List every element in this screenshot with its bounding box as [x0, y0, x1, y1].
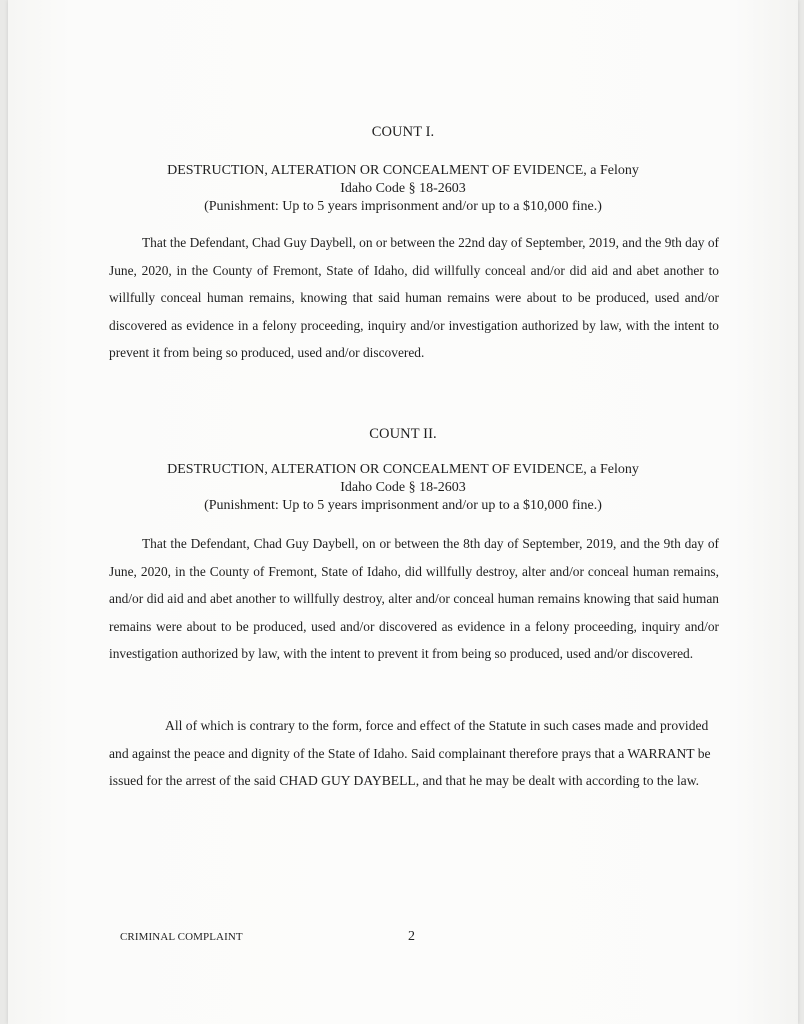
count-2-charge: DESTRUCTION, ALTERATION OR CONCEALMENT OF EVIDENCE, a Felony [167, 462, 639, 477]
count-2-body: That the Defendant, Chad Guy Daybell, on or between the 8th day of September, 2019, and the 9th day of June, 2020, in the County of Fremont, State of Idaho, did willfully destroy, alter and/or conceal human remains, and/or did aid and abet another to willfully destroy, alter and/or conceal human remains knowing that said human remains were about to be produced, used and/or discovered as evidence in a felony proceeding, inquiry and/or investigation authorized by law, with the intent to prevent it from being so produced, used and/or discovered. [109, 536, 719, 661]
closing-text: All of which is contrary to the form, force and effect of the Statute in such cases made and provided and against the peace and dignity of the State of Idaho. Said complainant therefore prays that a WARRANT be issued for the arrest of the said CHAD GUY DAYBELL, and that he may be dealt with according to the law. [109, 718, 711, 788]
count-1-body: That the Defendant, Chad Guy Daybell, on or between the 22nd day of September, 2019, and the 9th day of June, 2020, in the County of Fremont, State of Idaho, did willfully conceal and/or did aid and abet another to willfully conceal human remains, knowing that said human remains were about to be produced, used and/or discovered as evidence in a felony proceeding, inquiry and/or investigation authorized by law, with the intent to prevent it from being so produced, used and/or discovered. [109, 235, 719, 360]
count-1-paragraph [109, 229, 719, 367]
count-2-code: Idaho Code § 18-2603 [340, 480, 466, 495]
closing-paragraph [109, 712, 719, 795]
count-1-charge: DESTRUCTION, ALTERATION OR CONCEALMENT OF EVIDENCE, a Felony [167, 163, 639, 178]
count-1-heading-block [8, 162, 798, 216]
footer-label: CRIMINAL COMPLAINT [120, 931, 243, 943]
count-1-punishment: (Punishment: Up to 5 years imprisonment and/or up to a $10,000 fine.) [204, 199, 602, 214]
count-1-title: COUNT I. [371, 124, 435, 140]
count-2-punishment: (Punishment: Up to 5 years imprisonment and/or up to a $10,000 fine.) [204, 498, 602, 513]
document-page [8, 0, 798, 1024]
count-1-code: Idaho Code § 18-2603 [340, 181, 466, 196]
count-2-heading-block [8, 461, 798, 515]
count-2-title: COUNT II. [369, 426, 437, 442]
page-number: 2 [408, 929, 415, 944]
count-2-paragraph [109, 530, 719, 668]
